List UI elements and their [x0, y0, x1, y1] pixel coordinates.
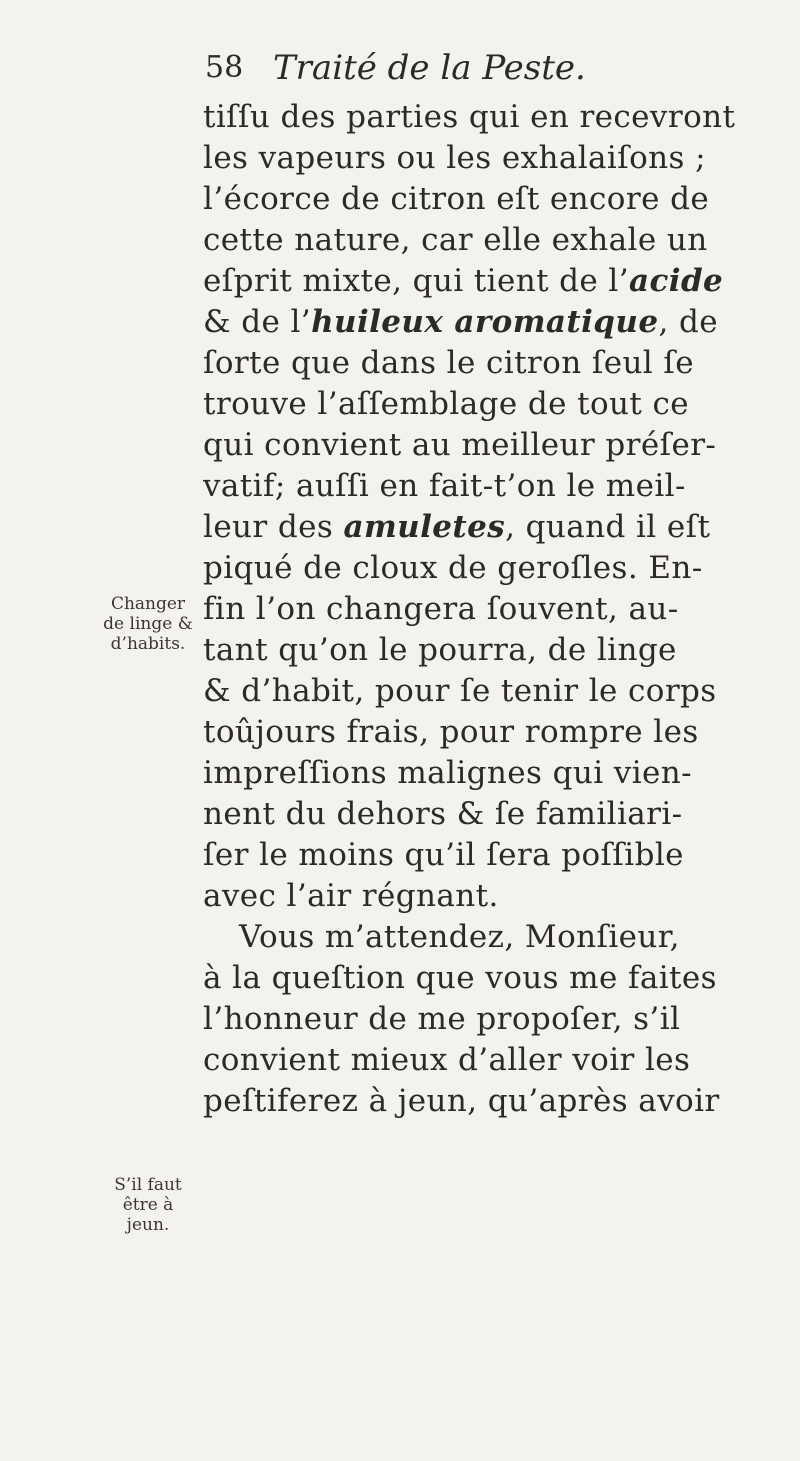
- text-segment: fin l’on changera ſouvent, au-: [203, 591, 679, 627]
- margin-note-line: être à jeun.: [122, 1195, 174, 1235]
- text-line: [203, 835, 778, 876]
- text-segment: ſorte que dans le citron ſeul ſe: [203, 345, 694, 381]
- text-segment: ſer le moins qu’il ſera poſſible: [203, 837, 684, 873]
- text-line: [203, 220, 778, 261]
- text-segment: convient mieux d’aller voir les: [203, 1042, 691, 1078]
- text-line: [203, 343, 778, 384]
- text-segment: l’écorce de citron eſt encore de: [203, 181, 710, 217]
- text-segment: vatif; auſſi en fait-t’on le meil-: [203, 468, 686, 504]
- italic-term: amuletes: [343, 509, 506, 545]
- margin-note-line: de linge &: [103, 614, 193, 634]
- margin-note-line: Changer: [110, 594, 186, 614]
- text-segment: piqué de cloux de geroſles. En-: [203, 550, 703, 586]
- text-segment: à la queſtion que vous me faites: [203, 960, 717, 996]
- text-line: [203, 917, 778, 958]
- text-line: [203, 466, 778, 507]
- text-segment: l’honneur de me propoſer, s’il: [203, 1001, 681, 1037]
- text-line: [203, 753, 778, 794]
- text-segment: tiſſu des parties qui en recevront: [203, 99, 736, 135]
- text-line: [203, 589, 778, 630]
- margin-note-etre-a-jeun: [100, 1175, 196, 1235]
- running-head: [205, 48, 765, 98]
- margin-note-line: S’il faut: [114, 1175, 182, 1195]
- text-line: [203, 548, 778, 589]
- margin-note-changer-de-linge: [100, 594, 196, 654]
- text-segment: eſprit mixte, qui tient de l’: [203, 263, 629, 299]
- text-line: [203, 630, 778, 671]
- margin-note-line: d’habits.: [110, 634, 186, 654]
- text-line: [203, 384, 778, 425]
- text-line: [203, 97, 778, 138]
- text-segment: impreſſions malignes qui vien-: [203, 755, 692, 791]
- body-text: [203, 97, 778, 1122]
- text-line: [203, 1081, 778, 1122]
- text-segment: tant qu’on le pourra, de linge: [203, 632, 677, 668]
- text-segment: les vapeurs ou les exhalaiſons ;: [203, 140, 706, 176]
- text-line: [203, 138, 778, 179]
- text-segment: toûjours frais, pour rompre les: [203, 714, 699, 750]
- italic-term: huileux aromatique: [311, 304, 659, 340]
- text-line: [203, 876, 778, 917]
- italic-term: acide: [629, 263, 724, 299]
- text-line: [203, 958, 778, 999]
- text-segment: & de l’: [203, 304, 312, 340]
- text-segment: nent du dehors & ſe familiari-: [203, 796, 683, 832]
- text-line: [203, 507, 778, 548]
- text-segment: leur des: [203, 509, 344, 545]
- text-segment: & d’habit, pour ſe tenir le corps: [203, 673, 717, 709]
- text-line: [203, 425, 778, 466]
- text-line: [203, 261, 778, 302]
- page-number: 58: [205, 50, 244, 85]
- text-segment: qui convient au meilleur préſer-: [203, 427, 717, 463]
- text-line: [203, 1040, 778, 1081]
- text-line: [203, 794, 778, 835]
- text-segment: cette nature, car elle exhale un: [203, 222, 708, 258]
- text-segment: peſtiferez à jeun, qu’après avoir: [203, 1083, 720, 1119]
- text-segment: Vous m’attendez, Monſieur,: [239, 919, 680, 955]
- running-title: Traité de la Peste.: [273, 48, 586, 88]
- text-segment: , de: [658, 304, 718, 340]
- text-line: [203, 179, 778, 220]
- text-line: [203, 712, 778, 753]
- text-segment: avec l’air régnant.: [203, 878, 499, 914]
- text-line: [203, 302, 778, 343]
- text-line: [203, 671, 778, 712]
- text-segment: trouve l’aſſemblage de tout ce: [203, 386, 689, 422]
- text-segment: , quand il eſt: [505, 509, 711, 545]
- text-line: [203, 999, 778, 1040]
